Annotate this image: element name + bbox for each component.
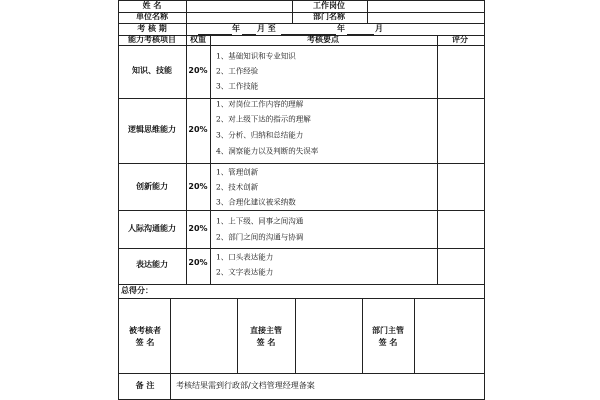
row-weight: 20% xyxy=(188,125,208,134)
point-item: 2、工作经验 xyxy=(216,66,259,76)
supervisor-sign-label: 直接主管 xyxy=(250,326,282,335)
position-label: 工作岗位 xyxy=(313,1,345,10)
col-header-item: 能力考核项目 xyxy=(128,35,176,44)
point-item: 2、部门之间的沟通与协调 xyxy=(216,232,304,242)
supervisor-signature-field[interactable] xyxy=(296,299,362,373)
score-cell[interactable] xyxy=(438,164,484,210)
row-line xyxy=(118,23,485,24)
col-line xyxy=(186,0,187,23)
row-name: 人际沟通能力 xyxy=(128,224,176,233)
point-item: 1、管理创新 xyxy=(216,167,259,177)
dept-head-signature-field[interactable] xyxy=(415,299,484,373)
name-label: 姓 名 xyxy=(142,1,162,10)
point-item: 3、合理化建议被采纳数 xyxy=(216,197,296,207)
col-header-points: 考核要点 xyxy=(307,35,339,44)
score-cell[interactable] xyxy=(438,99,484,163)
point-item: 3、分析、归纳和总结能力 xyxy=(216,130,304,140)
row-weight: 20% xyxy=(188,66,208,75)
point-item: 3、工作技能 xyxy=(216,81,259,91)
period-label: 考 核 期 xyxy=(137,24,167,33)
point-item: 1、基础知识和专业知识 xyxy=(216,51,296,61)
supervisor-sign-label-2: 签 名 xyxy=(256,338,276,347)
row-line xyxy=(118,248,485,249)
left-border xyxy=(118,0,119,400)
col-line xyxy=(292,0,293,23)
col-header-score: 评分 xyxy=(452,35,468,44)
row-weight: 20% xyxy=(188,182,208,191)
row-line xyxy=(118,210,485,211)
examinee-sign-label-2: 签 名 xyxy=(135,338,155,347)
row-weight: 20% xyxy=(188,258,208,267)
point-item: 2、文字表达能力 xyxy=(216,267,274,277)
point-item: 1、上下级、同事之间沟通 xyxy=(216,216,304,226)
row-line xyxy=(118,12,485,13)
col-line xyxy=(362,298,363,373)
dept-label: 部门名称 xyxy=(313,12,345,21)
examinee-sign-label: 被考核者 xyxy=(129,326,161,335)
total-score-label: 总得分： xyxy=(121,286,153,295)
dept-head-sign-label: 部门主管 xyxy=(372,326,404,335)
period-year-2: 年 xyxy=(337,24,345,33)
row-line xyxy=(118,163,485,164)
period-year-1: 年 xyxy=(232,24,240,33)
row-weight: 20% xyxy=(188,224,208,233)
top-border xyxy=(118,0,485,1)
row-name: 表达能力 xyxy=(136,260,168,269)
point-item: 4、洞察能力以及判断的失误率 xyxy=(216,146,319,156)
col-header-weight: 权重 xyxy=(190,35,206,44)
remarks-text: 考核结果需到行政部/文档管理经理备案 xyxy=(176,381,315,390)
point-item: 2、对上级下达的指示的理解 xyxy=(216,114,311,124)
unit-label: 单位名称 xyxy=(136,12,168,21)
row-name: 知识、技能 xyxy=(132,66,172,75)
period-month-to: 月 至 xyxy=(257,24,276,33)
point-item: 1、口头表达能力 xyxy=(216,252,274,262)
col-line xyxy=(186,23,187,35)
score-cell[interactable] xyxy=(438,249,484,284)
remarks-label: 备 注 xyxy=(135,381,155,390)
col-line xyxy=(367,0,368,23)
score-cell[interactable] xyxy=(438,46,484,98)
row-name: 创新能力 xyxy=(136,182,168,191)
score-cell[interactable] xyxy=(438,211,484,248)
point-item: 2、技术创新 xyxy=(216,182,259,192)
col-line xyxy=(237,298,238,373)
row-line xyxy=(118,373,485,374)
row-line xyxy=(118,284,485,285)
period-start-month-blank[interactable] xyxy=(242,34,256,35)
examinee-signature-field[interactable] xyxy=(171,299,237,373)
row-name: 逻辑思维能力 xyxy=(128,125,176,134)
col-line xyxy=(186,35,187,284)
point-item: 1、对岗位工作内容的理解 xyxy=(216,99,304,109)
right-border xyxy=(484,0,485,400)
col-line xyxy=(210,35,211,284)
dept-head-sign-label-2: 签 名 xyxy=(378,338,398,347)
period-end-month-blank[interactable] xyxy=(347,34,374,35)
row-line xyxy=(118,45,485,46)
period-month-2: 月 xyxy=(375,24,383,33)
